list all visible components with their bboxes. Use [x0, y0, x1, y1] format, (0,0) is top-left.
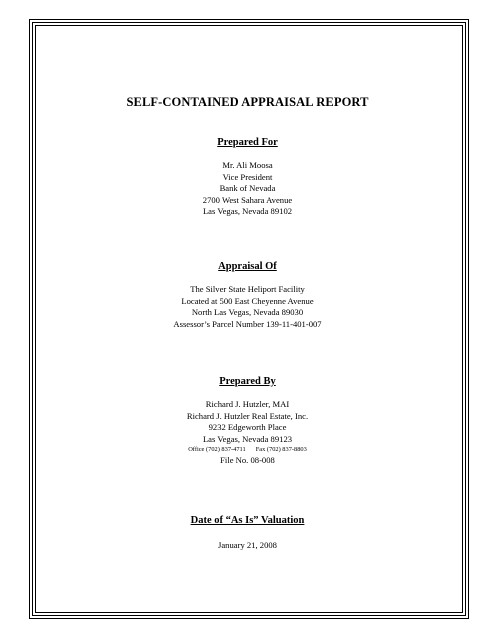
prepared-by-line: Richard J. Hutzler, MAI: [205, 399, 290, 409]
report-title: SELF-CONTAINED APPRAISAL REPORT: [126, 95, 369, 109]
prepared-by-line: 9232 Edgeworth Place: [208, 422, 287, 433]
appraisal-of-line: Assessor’s Parcel Number 139-11-401-007: [173, 318, 322, 329]
prepared-for-line: Mr. Ali Moosa: [222, 160, 273, 170]
appraisal-of-line: Located at 500 East Cheyenne Avenue: [181, 295, 314, 306]
appraisal-of-line: The Silver State Heliport Facility: [190, 284, 305, 294]
prepared-for-heading: Prepared For: [217, 137, 278, 148]
valuation-heading: Date of “As Is” Valuation: [190, 515, 305, 526]
office-phone: Office (702) 837-4711: [188, 446, 246, 454]
contact-phones: [0, 445, 495, 455]
appraisal-of-block: [0, 284, 495, 330]
prepared-for-line: 2700 West Sahara Avenue: [202, 194, 293, 205]
prepared-by-heading: Prepared By: [219, 376, 276, 387]
prepared-for-line: Bank of Nevada: [219, 183, 276, 194]
prepared-by-line: Las Vegas, Nevada 89123: [202, 433, 293, 444]
fax-phone: Fax (702) 837-8803: [255, 446, 307, 454]
prepared-for-line: Las Vegas, Nevada 89102: [202, 206, 293, 217]
file-number: File No. 08-008: [220, 455, 275, 466]
prepared-for-block: [0, 160, 495, 218]
appraisal-of-line: North Las Vegas, Nevada 89030: [191, 307, 304, 318]
valuation-date: January 21, 2008: [218, 540, 277, 550]
prepared-by-line: Richard J. Hutzler Real Estate, Inc.: [186, 410, 309, 421]
prepared-by-block: [0, 399, 495, 467]
prepared-for-line: Vice President: [222, 171, 273, 182]
appraisal-of-heading: Appraisal Of: [218, 261, 277, 272]
